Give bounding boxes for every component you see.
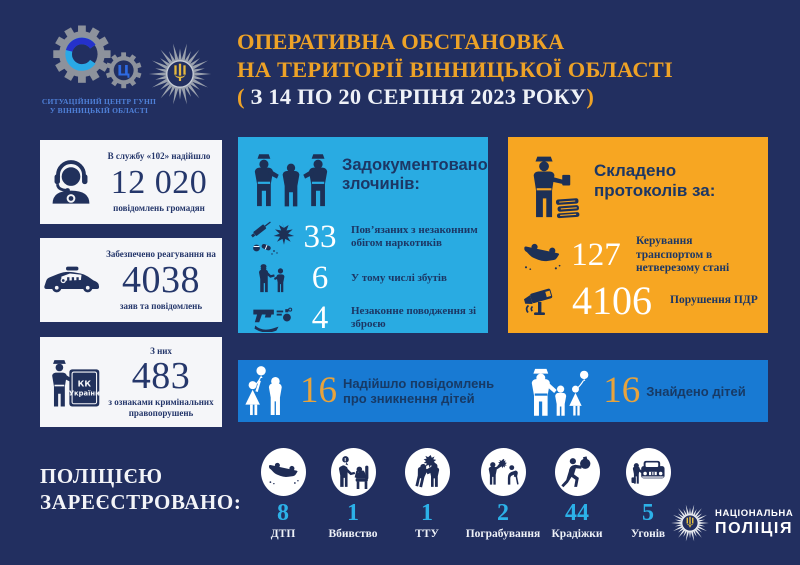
- crime-label: Пов’язаних з незаконним обігом наркотиків: [351, 224, 478, 249]
- svg-text:КК: КК: [77, 378, 91, 389]
- sc-gears-icon: [40, 20, 158, 94]
- registered-label: ТТУ: [415, 528, 439, 540]
- registered-label: Пограбування: [465, 528, 541, 540]
- speed-camera-icon: [520, 285, 562, 317]
- card-top-label: В службу «102» надійшло: [107, 151, 211, 161]
- registered-value: 1: [347, 500, 359, 526]
- crime-item-drugs: [248, 218, 480, 256]
- title-period-text: З 14 ПО 20 СЕРПНЯ 2023 РОКУ: [250, 84, 587, 109]
- card-value: 483: [131, 355, 191, 398]
- theft-icon: [555, 448, 600, 496]
- card-criminal-offences: [40, 337, 222, 427]
- sc-caption-line2: У ВІННИЦЬКІЙ ОБЛАСТІ: [49, 106, 149, 115]
- card-responses-text: [106, 249, 222, 311]
- protocols-box: [508, 137, 768, 333]
- crime-label: У тому числі збутів: [351, 271, 447, 284]
- robbery-icon: [481, 448, 526, 496]
- card-top-label: З них: [150, 345, 172, 356]
- protocol-item-traffic: [520, 277, 760, 323]
- documented-crimes-box: [238, 137, 488, 336]
- registered-value: 1: [421, 500, 433, 526]
- registered-value: 44: [565, 500, 589, 526]
- card-102-text: [102, 151, 222, 213]
- registered-value: 2: [497, 500, 509, 526]
- protocols-officer-icon: [520, 145, 582, 225]
- found-children-value: 16: [603, 370, 641, 411]
- crashed-car-icon: [520, 239, 564, 271]
- title-paren-close: ): [586, 84, 595, 109]
- crime-item-weapons: [248, 301, 480, 335]
- sc-logo-caption: [34, 97, 164, 115]
- murder-icon: [331, 448, 376, 496]
- card-bottom-label: повідомлень громадян: [113, 202, 205, 213]
- title-line-3: [237, 83, 673, 111]
- crimes-title: Задокументовано злочинів:: [342, 156, 488, 193]
- protocol-label: Порушення ПДР: [670, 293, 758, 306]
- crime-value: 33: [303, 219, 337, 255]
- crimes-header: [248, 147, 488, 211]
- card-top-label: Забезпечено реагування на: [106, 249, 216, 259]
- page-title: [237, 28, 673, 111]
- crime-value: 4: [311, 300, 329, 336]
- weapons-icon: [248, 304, 296, 332]
- title-line-1: ОПЕРАТИВНА ОБСТАНОВКА: [237, 29, 565, 54]
- title-line-2: НА ТЕРИТОРІЇ ВІННИЦЬКОЇ ОБЛАСТІ: [237, 56, 673, 82]
- missing-children-value: 16: [300, 370, 337, 411]
- registered-title-line2: ЗАРЕЄСТРОВАНО:: [40, 489, 242, 514]
- found-children-item: [503, 360, 768, 422]
- missing-children-label: Надійшло повідомлень про зникнення дітей: [343, 376, 495, 406]
- fight-icon: [405, 448, 450, 496]
- handover-icon: [248, 261, 296, 295]
- car-theft-icon: [626, 448, 671, 496]
- police-car-icon: [40, 264, 106, 296]
- protocols-header: [520, 145, 760, 225]
- registered-label: Крадіжки: [551, 528, 603, 540]
- found-children-label: Знайдено дітей: [646, 383, 746, 399]
- national-police-logo: [670, 499, 793, 547]
- registered-label: Угонів: [630, 528, 666, 540]
- protocol-value: 4106: [572, 277, 652, 323]
- arrest-icon: [248, 147, 334, 211]
- protocol-value: 127: [571, 237, 621, 274]
- registered-title: [40, 464, 241, 515]
- card-value: 12 020: [110, 163, 208, 201]
- crime-label: Незаконне поводження зі зброєю: [351, 305, 477, 330]
- dtp-icon: [261, 448, 306, 496]
- drugs-icon: [248, 218, 296, 256]
- situation-center-logo: [34, 20, 164, 115]
- registered-value: 8: [277, 500, 289, 526]
- svg-text:України: України: [68, 389, 100, 398]
- children-icon: [238, 365, 292, 417]
- missing-children-item: [238, 360, 503, 422]
- protocols-title: Складено протоколів за:: [594, 161, 716, 200]
- card-bottom-label: заяв та повідомлень: [119, 300, 203, 311]
- operator-icon: [40, 154, 102, 210]
- natpol-badge-icon: [670, 499, 710, 547]
- title-paren-open: (: [237, 84, 251, 109]
- national-police-wordmark: [715, 508, 793, 538]
- protocol-label: Керування транспортом в нетверезому стані: [636, 235, 730, 274]
- registered-title-line1: ПОЛІЦІЄЮ: [40, 464, 163, 488]
- children-bar: [238, 360, 768, 422]
- police-badge-icon: [147, 30, 213, 118]
- sc-caption-line1: СИТУАЦІЙНИЙ ЦЕНТР ГУНП: [41, 97, 157, 106]
- card-criminal-text: [106, 346, 222, 419]
- natpol-line1: НАЦІОНАЛЬНА: [715, 508, 794, 519]
- natpol-line2: ПОЛІЦІЯ: [715, 520, 794, 537]
- registered-label: ДТП: [270, 528, 296, 540]
- card-value: 4038: [122, 258, 200, 301]
- card-102-messages: [40, 140, 222, 224]
- registered-value: 5: [642, 500, 654, 526]
- crime-item-sales: [248, 261, 480, 295]
- card-responses: [40, 238, 222, 322]
- officer-children-icon: [525, 365, 595, 417]
- svg-text:Ц: Ц: [117, 63, 131, 80]
- officer-book-icon: [40, 351, 106, 413]
- card-bottom-label: з ознаками кримінальних правопорушень: [108, 397, 214, 418]
- protocol-item-drunk-driving: [520, 235, 760, 276]
- registered-label: Вбивство: [328, 528, 378, 540]
- crime-value: 6: [311, 260, 329, 296]
